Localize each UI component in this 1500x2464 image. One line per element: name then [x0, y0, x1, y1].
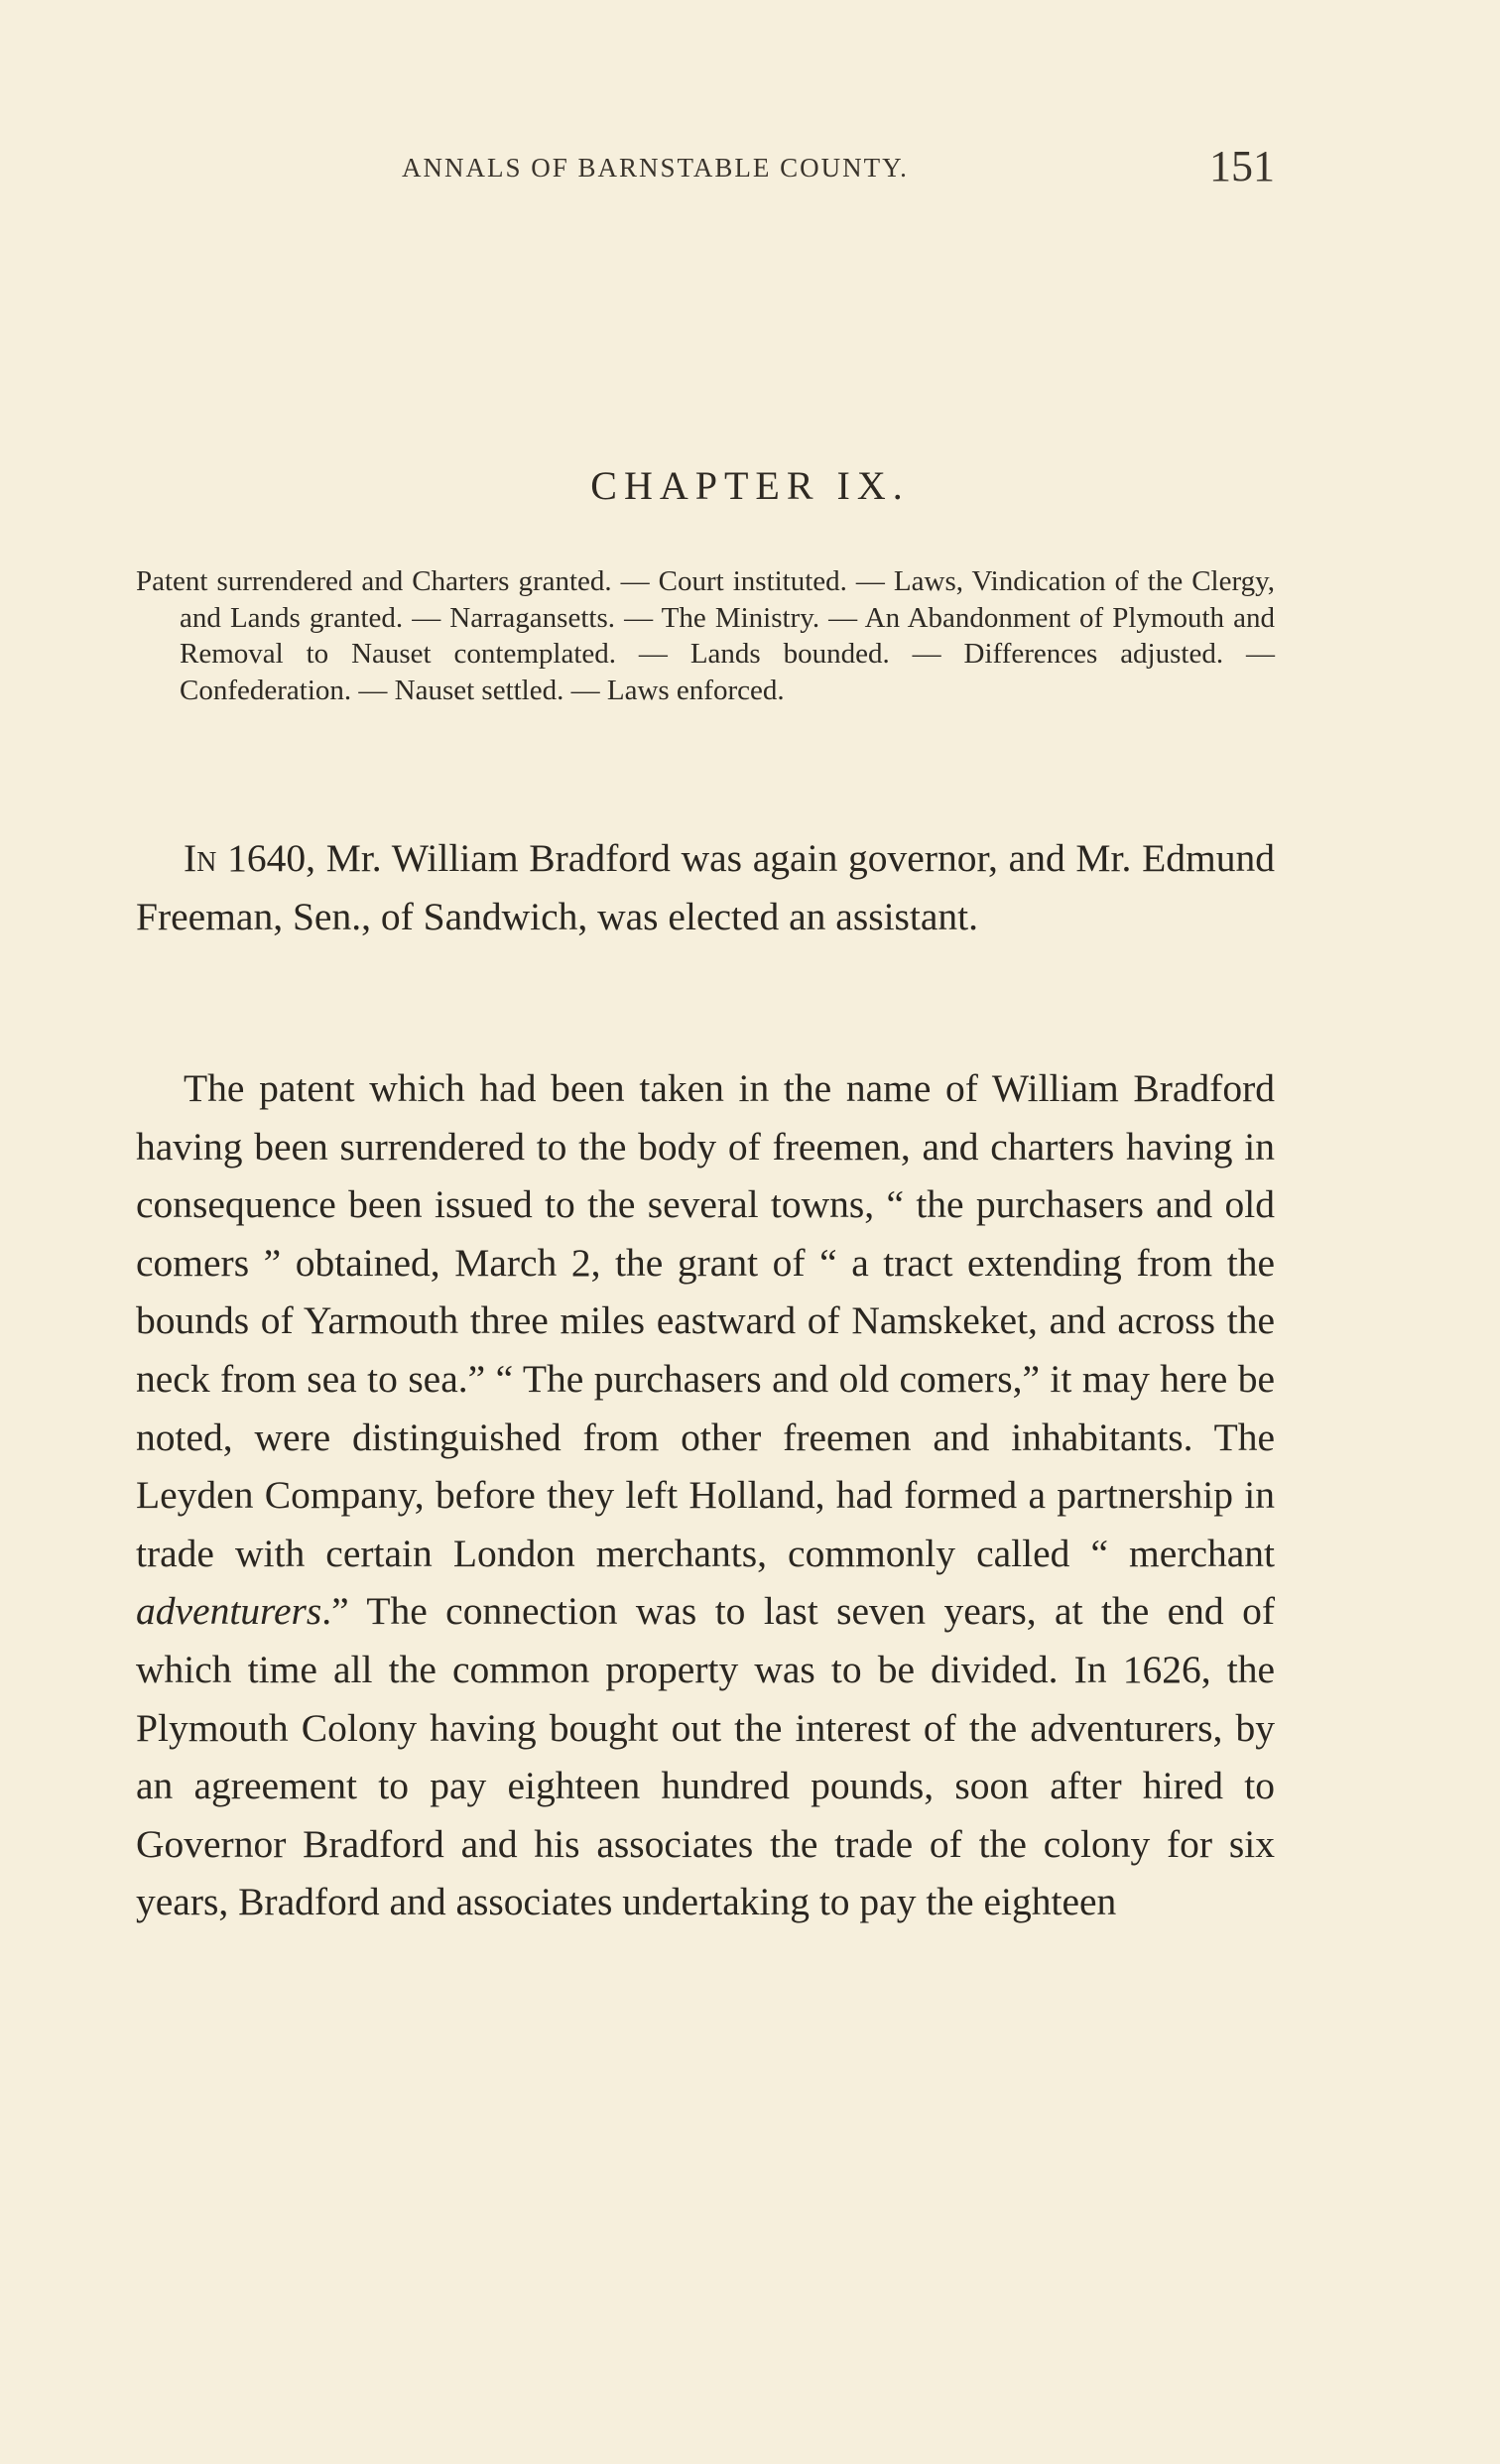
paragraph-1-lead: In: [184, 836, 217, 880]
paragraph-2-italic: adventurers: [136, 1589, 322, 1634]
paragraph-2: [136, 1059, 1275, 1931]
paragraph-2-part-2: .” The connection was to last seven years, at the end of which time all the common property was to be divided. In 1626, the Plymouth Colony having bought out the interest of the adventurers, by an agreement to pay eighteen hundred pounds, soon after hired to Governor Bradford and his associates the trade of the colony for six years, Bradford and associates undertaking to pay the eighteen: [136, 1589, 1275, 1924]
chapter-title: CHAPTER IX.: [590, 463, 910, 508]
running-head: [136, 141, 1275, 192]
paragraph-1: [136, 829, 1275, 945]
paragraph-2-text: [136, 1059, 1275, 1931]
chapter-summary: [136, 563, 1275, 708]
chapter-summary-text: Patent surrendered and Charters granted. — Court instituted. — Laws, Vindication of the Clergy, and Lands granted. — Narragansetts. — The Ministry. — An Abandonment of Plymouth and Removal to Nauset contemplated. — Lands bounded. — Differences adjusted. — Confederation. — Nauset settled. — Laws enforced.: [136, 565, 1275, 706]
running-title: ANNALS OF BARNSTABLE COUNTY.: [402, 153, 909, 183]
page-number: 151: [1209, 142, 1275, 190]
paragraph-2-part-1: The patent which had been taken in the name of William Bradford having been surrendered to the body of freemen, and charters having in consequence been issued to the several towns, “ the purchasers and old comers ” obtained, March 2, the grant of “ a tract extending from the bounds of Yarmouth three miles eastward of Namskeket, and across the neck from sea to sea.” “ The purchasers and old comers,” it may here be noted, were distinguished from other freemen and inhabitants. The Leyden Company, before they left Holland, had formed a partnership in trade with certain London merchants, commonly called “ merchant: [136, 1066, 1275, 1575]
paragraph-1-text: [136, 829, 1275, 945]
paragraph-1-rest: 1640, Mr. William Bradford was again governor, and Mr. Edmund Freeman, Sen., of Sandwich, was elected an assistant.: [136, 836, 1275, 938]
